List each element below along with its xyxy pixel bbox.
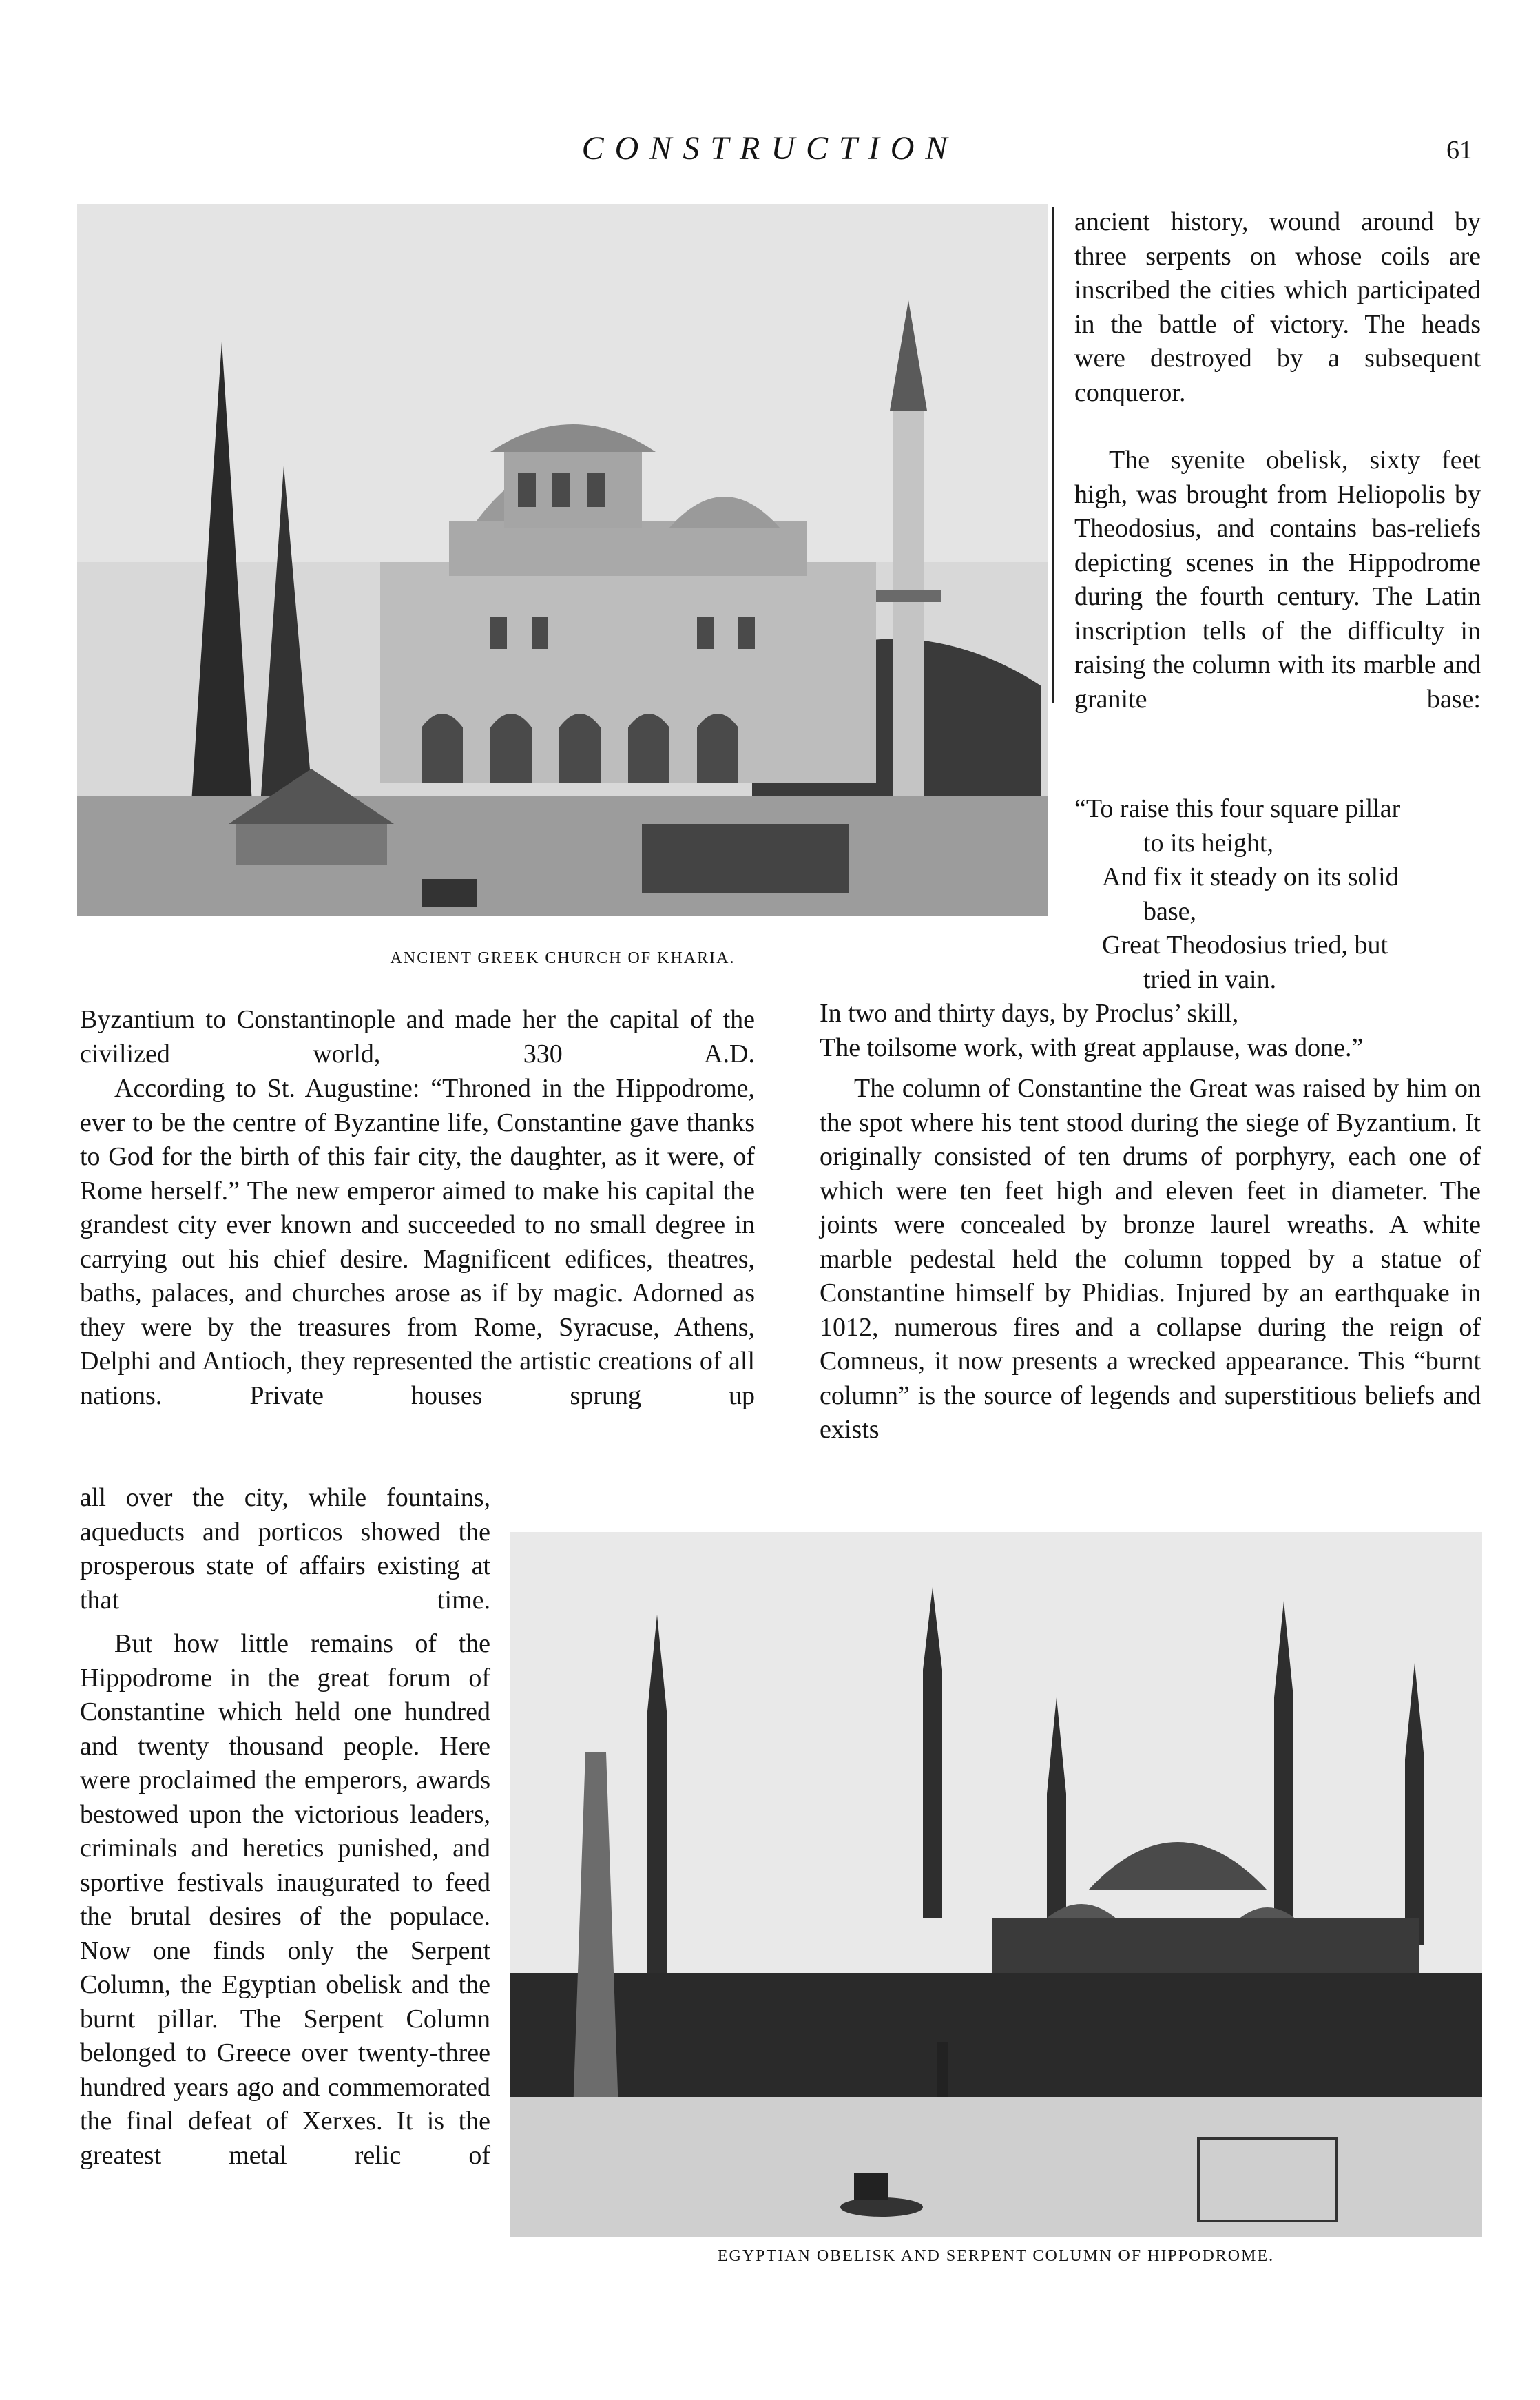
right-para-1: ancient history, wound around by three serpents on whose coils are inscribed the cities which participated in the battle of victory. The heads were destroyed by a subsequent conqueror. [1074,207,1481,407]
poem-line: Great Theodosius tried, but [1102,931,1388,960]
poem-line: tried in vain. [1143,964,1277,994]
hippodrome-caption: EGYPTIAN OBELISK AND SERPENT COLUMN OF HIPPODROME. [717,2247,1275,2265]
right-para-3: The column of Constantine the Great was raised by him on the spot where his tent stood during the siege of Byzantium. It originally consisted of ten drums of porphyry, each one of which were ten feet high and eleven feet in diameter. The joints were concealed by bronze laurel wreaths. A white marble pedestal held the column topped by a statue of Constantine himself by Phidias. Injured by an earthquake in 1012, numerous fires and a collapse during the reign of Comneus, it now presents a wrecked appearance. This “burnt column” is the source of legends and superstitious beliefs and exists [820,1074,1481,1444]
latin-inscription-poem [820,792,1481,1065]
left-para-3: But how little remains of the Hippodrome in the great forum of Constantine which held one hundred and twenty thousand people. Here were proclaimed the emperors, awards bestowed upon the victorious leaders, criminals and heretics punished, and sportive festivals inaugurated to feed the brutal desires of the populace. Now one finds only the Serpent Column, the Egyptian obelisk and the burnt pillar. The Serpent Column belonged to Greece over twenty-three hundred years ago and commemorated the final defeat of Xerxes. It is the greatest metal relic of [80,1629,490,2170]
left-para-1: Byzantium to Constantinople and made her the capital of the civilized world, 330 A.D. [80,1005,755,1068]
page-number: 61 [1446,136,1473,165]
poem-line: In two and thirty days, by Proclus’ skill, [820,999,1239,1028]
poem-line: to its height, [1143,828,1273,858]
left-para-2-continued: all over the city, while fountains, aqueducts and porticos showed the prosperous state of affairs existing at that time. [80,1483,490,1615]
poem-line: The toilsome work, with great applause, was done.” [820,1033,1364,1062]
poem-line: “To raise this four square pillar [1074,794,1401,823]
poem-line: base, [1143,896,1197,926]
running-header: CONSTRUCTION [581,130,959,167]
church-caption: ANCIENT GREEK CHURCH OF KHARIA. [390,949,736,967]
right-para-2: The syenite obelisk, sixty feet high, was brought from Heliopolis by Theodosius, and contains bas-reliefs depicting scenes in the Hippodrome during the fourth century. The Latin inscription tells of the difficulty in raising the column with its marble and granite base: [1074,446,1481,714]
hippodrome-photo [510,1532,1482,2237]
poem-line: And fix it steady on its solid [1102,862,1399,891]
hippodrome-illustration [510,1532,1482,2237]
left-para-2: According to St. Augustine: “Throned in the Hippodrome, ever to be the centre of Byzantine life, Constantine gave thanks to God for the birth of this fair city, the daughter, as it were, of Rome herself.” The new emperor aimed to make his capital the grandest city ever known and succeeded to no small degree in carrying out his chief desire. Magnificent edifices, theatres, baths, palaces, and churches arose as if by magic. Adorned as they were by the treasures from Rome, Syracuse, Athens, Delphi and Antioch, they represented the artistic creations of all nations. Private houses sprung up [80,1074,755,1410]
column-rule [1052,207,1054,703]
